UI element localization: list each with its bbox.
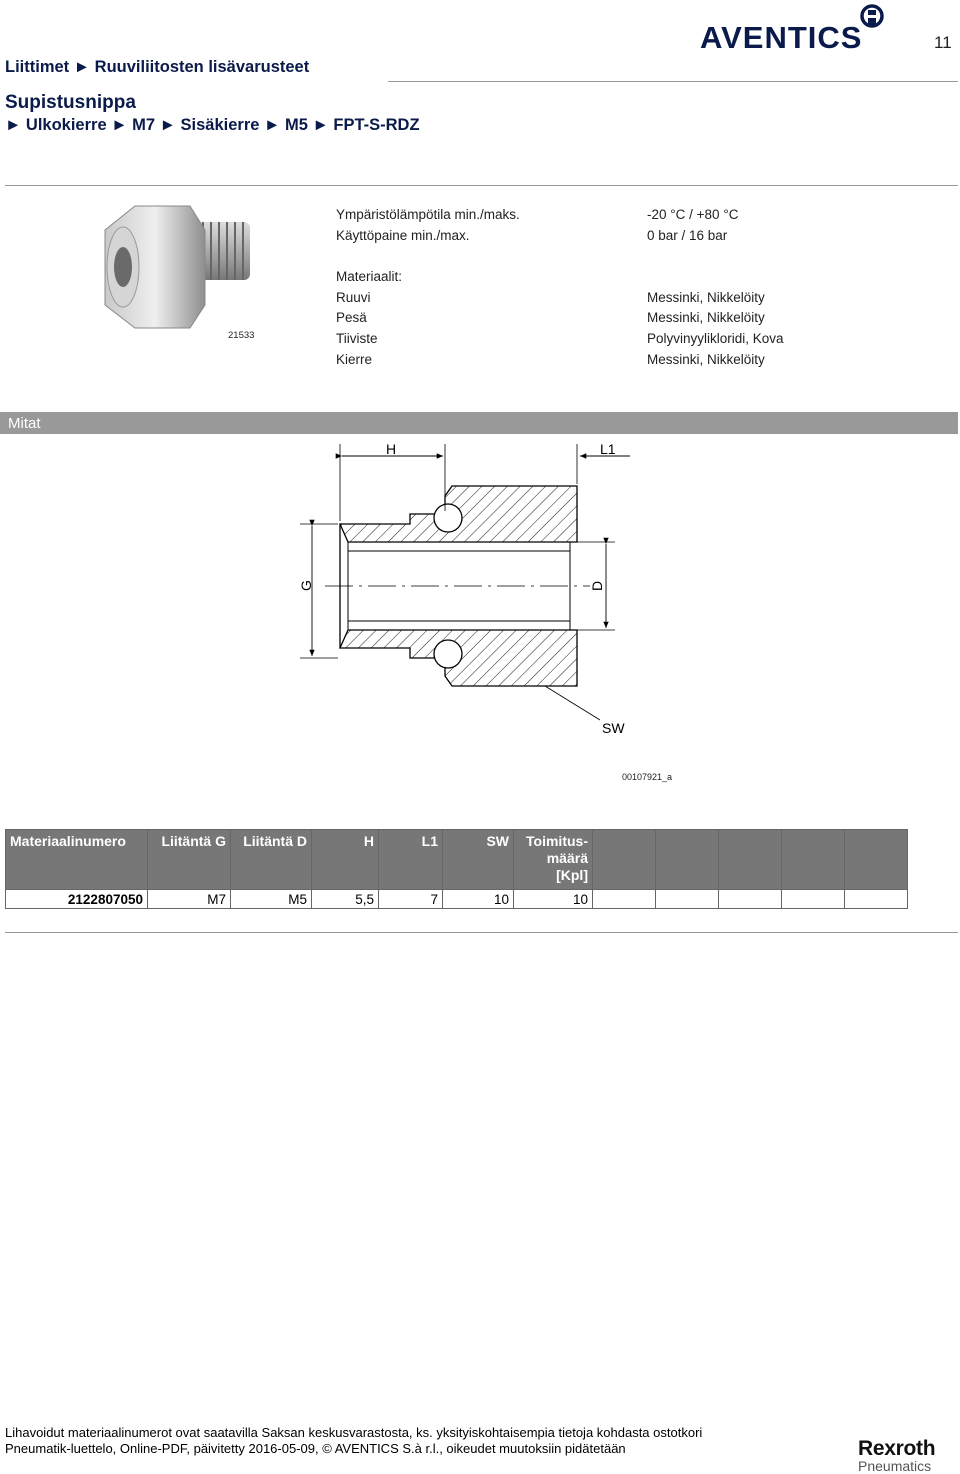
cell-l1: 7 bbox=[379, 890, 443, 909]
spec-label-temp: Ympäristölämpötila min./maks. bbox=[336, 207, 520, 222]
col-header: Materiaalinumero bbox=[6, 830, 148, 890]
material-value: Polyvinyylikloridi, Kova bbox=[647, 331, 784, 346]
dim-label-g: G bbox=[298, 580, 314, 591]
col-header-empty bbox=[845, 830, 908, 890]
col-header-empty bbox=[593, 830, 656, 890]
image-id: 21533 bbox=[228, 330, 255, 341]
table-header-row bbox=[6, 830, 908, 890]
dim-label-h: H bbox=[386, 441, 397, 457]
header-divider bbox=[388, 81, 958, 82]
table-end-divider bbox=[5, 932, 958, 933]
product-table bbox=[5, 829, 908, 909]
section-divider bbox=[5, 185, 958, 186]
page-number: 11 bbox=[934, 33, 952, 52]
material-value: Messinki, Nikkelöity bbox=[647, 310, 765, 325]
spec-label-pressure: Käyttöpaine min./max. bbox=[336, 228, 470, 243]
col-header: L1 bbox=[379, 830, 443, 890]
spec-value-temp: -20 °C / +80 °C bbox=[647, 207, 739, 222]
cell-empty bbox=[719, 890, 782, 909]
technical-drawing bbox=[290, 436, 650, 741]
dim-label-l1: L1 bbox=[600, 441, 616, 457]
cell-h: 5,5 bbox=[312, 890, 379, 909]
table-row bbox=[6, 890, 908, 909]
footer-copyright: Pneumatik-luettelo, Online-PDF, päivitetty 2016-05-09, © AVENTICS S.à r.l., oikeudet muutoksiin pidätetään bbox=[5, 1441, 626, 1456]
aventics-logo bbox=[700, 2, 890, 59]
cell-port-d: M5 bbox=[231, 890, 312, 909]
cell-empty bbox=[593, 890, 656, 909]
material-value: Messinki, Nikkelöity bbox=[647, 290, 765, 305]
material-label: Pesä bbox=[336, 310, 367, 325]
cell-qty: 10 bbox=[514, 890, 593, 909]
col-header: Toimitus- määrä [Kpl] bbox=[514, 830, 593, 890]
col-header-empty bbox=[656, 830, 719, 890]
logo-text: AVENTICS bbox=[700, 20, 863, 54]
cell-empty bbox=[782, 890, 845, 909]
footer-note: Lihavoidut materiaalinumerot ovat saatavilla Saksan keskusvarastosta, ks. yksityiskohtaisempia tietoja kohdasta ostotkori bbox=[5, 1425, 703, 1440]
materials-heading: Materiaalit: bbox=[336, 269, 403, 284]
sub-breadcrumb: ► Ulkokierre ► M7 ► Sisäkierre ► M5 ► FPT-S-RDZ bbox=[5, 116, 420, 134]
cell-empty bbox=[656, 890, 719, 909]
col-header-empty bbox=[719, 830, 782, 890]
drawing-id: 00107921_a bbox=[622, 772, 673, 782]
col-header-empty bbox=[782, 830, 845, 890]
material-label: Tiiviste bbox=[336, 331, 378, 346]
dim-label-d: D bbox=[589, 580, 605, 591]
col-header: H bbox=[312, 830, 379, 890]
cell-port-g: M7 bbox=[148, 890, 231, 909]
rexroth-sub: Pneumatics bbox=[858, 1458, 932, 1474]
material-label: Kierre bbox=[336, 352, 373, 367]
col-header: SW bbox=[443, 830, 514, 890]
cell-sw: 10 bbox=[443, 890, 514, 909]
product-image bbox=[95, 200, 255, 335]
material-value: Messinki, Nikkelöity bbox=[647, 352, 765, 367]
col-header: Liitäntä G bbox=[148, 830, 231, 890]
page-title: Supistusnippa bbox=[5, 92, 136, 113]
breadcrumb: Liittimet ► Ruuviliitosten lisävarusteet bbox=[5, 58, 310, 76]
cell-empty bbox=[845, 890, 908, 909]
col-header: Liitäntä D bbox=[231, 830, 312, 890]
rexroth-logo: Rexroth bbox=[858, 1437, 936, 1460]
spec-value-pressure: 0 bar / 16 bar bbox=[647, 228, 728, 243]
dimensions-band bbox=[0, 412, 958, 434]
cell-material-number: 2122807050 bbox=[6, 890, 148, 909]
material-label: Ruuvi bbox=[336, 290, 371, 305]
dimensions-heading: Mitat bbox=[8, 415, 41, 432]
dim-label-sw: SW bbox=[602, 720, 625, 736]
